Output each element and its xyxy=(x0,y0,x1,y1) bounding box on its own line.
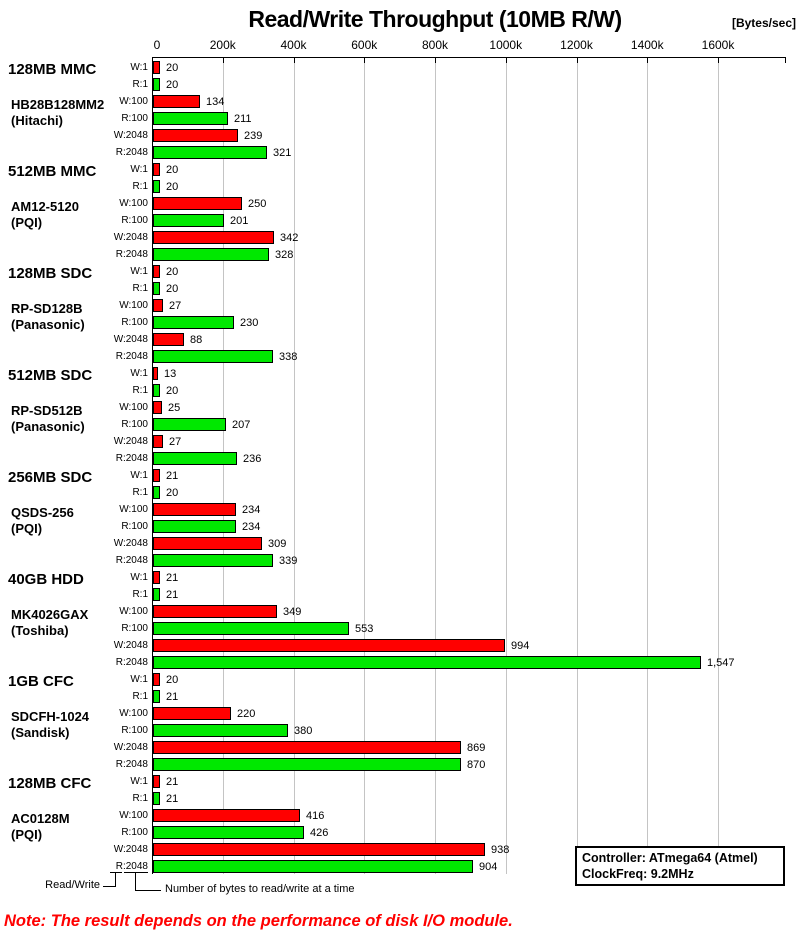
read-bar xyxy=(153,622,349,635)
bar-value-label: 426 xyxy=(310,827,329,839)
x-tick-label: 0 xyxy=(153,38,161,52)
bar-value-label: 21 xyxy=(166,793,179,805)
bar-row-label: R:100 xyxy=(121,113,148,124)
bracket-vline-read-write xyxy=(115,873,116,887)
bar-value-label: 338 xyxy=(279,351,298,363)
x-tick-label: 400k xyxy=(280,38,307,52)
bar-value-label: 20 xyxy=(166,487,179,499)
write-bar xyxy=(153,129,238,142)
bar-value-label: 234 xyxy=(242,504,261,516)
group-maker: (PQI) xyxy=(11,215,43,230)
bar-row-label: W:2048 xyxy=(113,334,148,345)
read-bar xyxy=(153,316,234,329)
write-bar xyxy=(153,197,242,210)
bar-value-label: 236 xyxy=(243,453,262,465)
bar-value-label: 220 xyxy=(237,708,256,720)
bracket-vline-bytes xyxy=(135,873,136,891)
bar-value-label: 230 xyxy=(240,317,259,329)
write-bar xyxy=(153,809,300,822)
write-bar xyxy=(153,367,158,380)
read-bar xyxy=(153,724,288,737)
read-bar xyxy=(153,792,160,805)
x-tick xyxy=(718,58,719,63)
bracket-underline-bytes xyxy=(124,872,148,873)
read-bar xyxy=(153,282,160,295)
bar-value-label: 938 xyxy=(491,844,510,856)
bar-value-label: 20 xyxy=(166,266,179,278)
write-bar xyxy=(153,265,160,278)
group-maker: (PQI) xyxy=(11,521,43,536)
read-bar xyxy=(153,860,473,873)
bar-value-label: 309 xyxy=(268,538,287,550)
read-bar xyxy=(153,146,267,159)
write-bar xyxy=(153,469,160,482)
write-bar xyxy=(153,231,274,244)
read-bar xyxy=(153,418,226,431)
read-bar xyxy=(153,248,269,261)
bar-value-label: 21 xyxy=(166,589,179,601)
bar-row-label: W:1 xyxy=(130,470,148,481)
bar-row-label: R:2048 xyxy=(115,351,148,362)
x-tick xyxy=(647,58,648,63)
note-text: Note: The result depends on the performance of disk I/O module. xyxy=(4,912,513,930)
gridline xyxy=(718,57,719,874)
bar-value-label: 234 xyxy=(242,521,261,533)
read-bar xyxy=(153,384,160,397)
bar-value-label: 20 xyxy=(166,674,179,686)
bar-row-label: W:1 xyxy=(130,62,148,73)
read-bar xyxy=(153,758,461,771)
read-bar xyxy=(153,486,160,499)
x-tick-label: 200k xyxy=(209,38,236,52)
bar-row-label: W:100 xyxy=(119,504,148,515)
bar-row-label: W:2048 xyxy=(113,130,148,141)
bar-row-label: W:1 xyxy=(130,368,148,379)
bar-value-label: 21 xyxy=(166,470,179,482)
bar-row-label: W:2048 xyxy=(113,232,148,243)
bar-row-label: R:100 xyxy=(121,725,148,736)
read-bar xyxy=(153,452,237,465)
bar-value-label: 20 xyxy=(166,79,179,91)
bar-value-label: 20 xyxy=(166,164,179,176)
bracket-hline-bytes xyxy=(135,890,161,891)
write-bar xyxy=(153,707,231,720)
x-tick-label: 1600k xyxy=(701,38,735,52)
bar-row-label: W:2048 xyxy=(113,436,148,447)
bar-row-label: R:1 xyxy=(132,691,148,702)
bar-row-label: R:100 xyxy=(121,317,148,328)
bar-row-label: R:2048 xyxy=(115,861,148,872)
read-bar xyxy=(153,588,160,601)
write-bar xyxy=(153,775,160,788)
axis-unit-label: [Bytes/sec] xyxy=(731,16,796,30)
clockfreq-line: ClockFreq: 9.2MHz xyxy=(582,867,694,881)
bar-value-label: 201 xyxy=(230,215,249,227)
bar-value-label: 342 xyxy=(280,232,299,244)
read-bar xyxy=(153,520,236,533)
group-name: 512MB SDC xyxy=(8,367,93,384)
bar-row-label: R:1 xyxy=(132,487,148,498)
group-maker: (Sandisk) xyxy=(11,725,70,740)
bar-value-label: 869 xyxy=(467,742,486,754)
bracket-hline-read-write xyxy=(103,886,115,887)
bar-row-label: R:2048 xyxy=(115,249,148,260)
bar-value-label: 21 xyxy=(166,691,179,703)
group-maker: (PQI) xyxy=(11,827,43,842)
write-bar xyxy=(153,605,277,618)
bar-row-label: R:1 xyxy=(132,79,148,90)
bar-row-label: W:100 xyxy=(119,300,148,311)
x-tick xyxy=(294,58,295,63)
write-bar xyxy=(153,95,200,108)
bar-row-label: W:100 xyxy=(119,402,148,413)
group-model: MK4026GAX xyxy=(11,607,89,622)
bar-row-label: W:100 xyxy=(119,810,148,821)
bar-row-label: R:100 xyxy=(121,521,148,532)
group-name: 128MB MMC xyxy=(8,61,97,78)
bar-row-label: W:1 xyxy=(130,266,148,277)
read-bar xyxy=(153,826,304,839)
bar-row-label: R:100 xyxy=(121,827,148,838)
bar-value-label: 239 xyxy=(244,130,263,142)
group-name: 128MB SDC xyxy=(8,265,93,282)
read-bar xyxy=(153,690,160,703)
write-bar xyxy=(153,673,160,686)
write-bar xyxy=(153,537,262,550)
group-name: 40GB HDD xyxy=(8,571,84,588)
bar-value-label: 13 xyxy=(164,368,177,380)
bar-value-label: 339 xyxy=(279,555,298,567)
group-maker: (Hitachi) xyxy=(11,113,63,128)
bar-value-label: 25 xyxy=(168,402,181,414)
bar-value-label: 88 xyxy=(190,334,203,346)
write-bar xyxy=(153,333,184,346)
bar-row-label: W:2048 xyxy=(113,640,148,651)
x-axis xyxy=(152,57,786,58)
write-bar xyxy=(153,639,505,652)
bar-value-label: 870 xyxy=(467,759,486,771)
bar-value-label: 20 xyxy=(166,181,179,193)
bar-value-label: 207 xyxy=(232,419,251,431)
write-bar xyxy=(153,503,236,516)
bar-value-label: 211 xyxy=(234,113,252,125)
write-bar xyxy=(153,299,163,312)
legend-read-write-label: Read/Write xyxy=(45,879,100,891)
bar-row-label: R:100 xyxy=(121,419,148,430)
gridline xyxy=(577,57,578,874)
bar-row-label: W:1 xyxy=(130,776,148,787)
bar-row-label: W:2048 xyxy=(113,538,148,549)
x-tick-label: 1200k xyxy=(560,38,593,52)
write-bar xyxy=(153,571,160,584)
bar-value-label: 20 xyxy=(166,385,179,397)
legend-bytes-label: Number of bytes to read/write at a time xyxy=(165,883,355,895)
bracket-underline-read-write xyxy=(110,872,122,873)
group-maker: (Panasonic) xyxy=(11,317,85,332)
bar-row-label: R:1 xyxy=(132,385,148,396)
bar-row-label: R:100 xyxy=(121,623,148,634)
bar-row-label: W:2048 xyxy=(113,742,148,753)
bar-value-label: 250 xyxy=(248,198,267,210)
bar-row-label: R:2048 xyxy=(115,147,148,158)
read-bar xyxy=(153,78,160,91)
bar-value-label: 27 xyxy=(169,436,182,448)
bar-row-label: W:1 xyxy=(130,572,148,583)
group-model: AC0128M xyxy=(11,811,70,826)
bar-row-label: R:1 xyxy=(132,589,148,600)
gridline xyxy=(647,57,648,874)
write-bar xyxy=(153,61,160,74)
read-bar xyxy=(153,180,160,193)
bar-value-label: 134 xyxy=(206,96,225,108)
bar-value-label: 1,547 xyxy=(707,657,735,669)
bar-value-label: 328 xyxy=(275,249,294,261)
group-model: HB28B128MM2 xyxy=(11,97,105,112)
gridline xyxy=(506,57,507,874)
read-bar xyxy=(153,350,273,363)
group-name: 128MB CFC xyxy=(8,775,92,792)
group-maker: (Panasonic) xyxy=(11,419,85,434)
write-bar xyxy=(153,843,485,856)
group-model: QSDS-256 xyxy=(11,505,74,520)
write-bar xyxy=(153,435,163,448)
x-tick xyxy=(364,58,365,63)
group-model: AM12-5120 xyxy=(11,199,79,214)
bar-value-label: 553 xyxy=(355,623,374,635)
bar-row-label: R:100 xyxy=(121,215,148,226)
group-model: SDCFH-1024 xyxy=(11,709,90,724)
bar-row-label: W:1 xyxy=(130,674,148,685)
bar-row-label: W:1 xyxy=(130,164,148,175)
read-bar xyxy=(153,554,273,567)
chart-title: Read/Write Throughput (10MB R/W) xyxy=(248,6,622,32)
group-name: 512MB MMC xyxy=(8,163,97,180)
x-tick xyxy=(506,58,507,63)
bar-value-label: 994 xyxy=(511,640,530,652)
x-tick-label: 800k xyxy=(421,38,449,52)
bar-value-label: 321 xyxy=(273,147,292,159)
bar-value-label: 380 xyxy=(294,725,313,737)
bar-value-label: 416 xyxy=(306,810,325,822)
x-tick-label: 600k xyxy=(351,38,378,52)
bar-row-label: W:100 xyxy=(119,198,148,209)
bar-row-label: R:2048 xyxy=(115,555,148,566)
bar-value-label: 27 xyxy=(169,300,182,312)
bar-value-label: 20 xyxy=(166,62,179,74)
x-tick xyxy=(435,58,436,63)
group-maker: (Toshiba) xyxy=(11,623,69,638)
read-bar xyxy=(153,112,228,125)
controller-info-box xyxy=(575,846,785,886)
bar-value-label: 20 xyxy=(166,283,179,295)
read-bar xyxy=(153,214,224,227)
write-bar xyxy=(153,741,461,754)
controller-line: Controller: ATmega64 (Atmel) xyxy=(582,851,758,865)
bar-row-label: R:2048 xyxy=(115,759,148,770)
group-name: 256MB SDC xyxy=(8,469,93,486)
bar-value-label: 21 xyxy=(166,776,179,788)
bar-value-label: 904 xyxy=(479,861,498,873)
write-bar xyxy=(153,163,160,176)
read-bar xyxy=(153,656,701,669)
x-tick-label: 1400k xyxy=(630,38,664,52)
bar-value-label: 21 xyxy=(166,572,179,584)
bar-row-label: R:2048 xyxy=(115,453,148,464)
group-model: RP-SD128B xyxy=(11,301,83,316)
bar-row-label: W:100 xyxy=(119,708,148,719)
x-tick xyxy=(577,58,578,63)
bar-row-label: W:100 xyxy=(119,96,148,107)
write-bar xyxy=(153,401,162,414)
bar-row-label: W:2048 xyxy=(113,844,148,855)
bar-row-label: R:1 xyxy=(132,181,148,192)
bar-row-label: R:1 xyxy=(132,793,148,804)
group-name: 1GB CFC xyxy=(8,673,74,690)
bar-row-label: W:100 xyxy=(119,606,148,617)
bar-row-label: R:1 xyxy=(132,283,148,294)
bar-value-label: 349 xyxy=(283,606,302,618)
group-model: RP-SD512B xyxy=(11,403,83,418)
x-tick xyxy=(223,58,224,63)
x-tick-label: 1000k xyxy=(489,38,523,52)
x-tick xyxy=(785,58,786,63)
bar-row-label: R:2048 xyxy=(115,657,148,668)
